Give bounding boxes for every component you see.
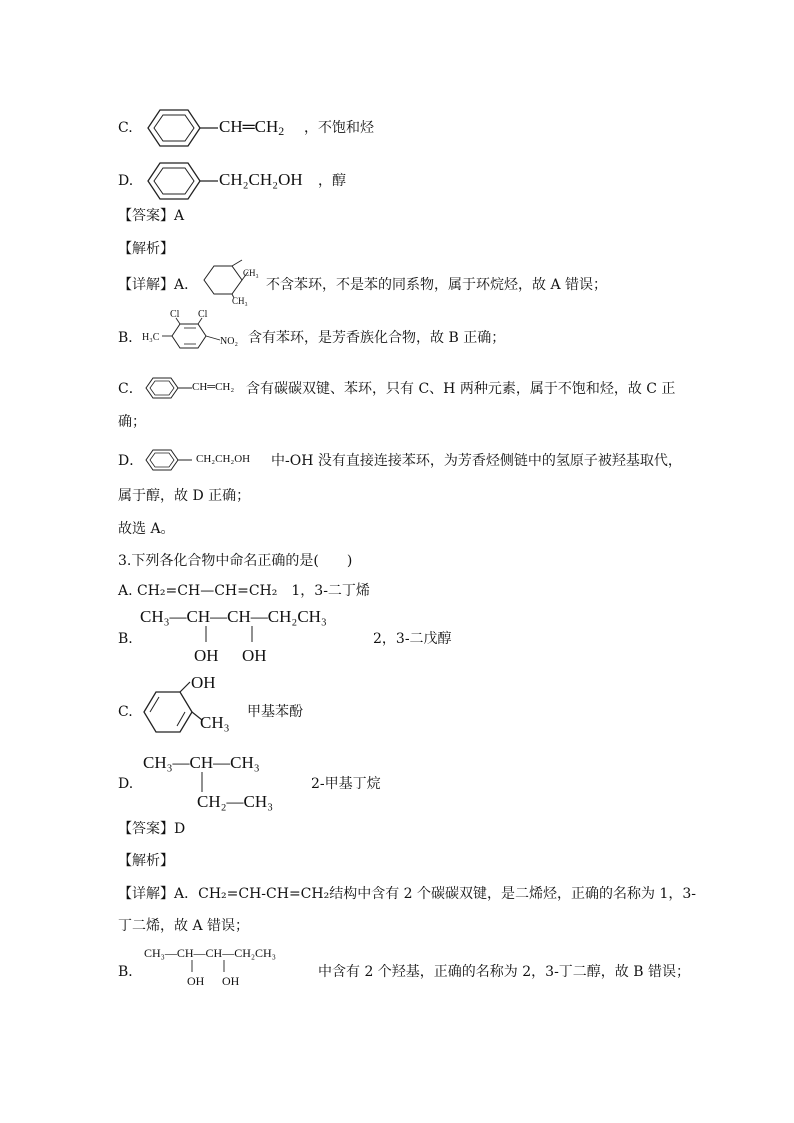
q3-option-b-name: 2，3-二戊醇: [373, 631, 452, 647]
q2-explain-d-formula: CH₂CH₂OH: [196, 453, 251, 465]
ch3-label-top: CH₃: [243, 268, 259, 278]
q2-analysis-heading: 【解析】: [118, 241, 174, 257]
dichloro-nitrotoluene-structure: [140, 309, 250, 358]
q3-option-b-letter: B.: [118, 631, 133, 647]
q2-explain-d-text-2: 属于醇，故 D 正确；: [118, 488, 251, 504]
q2-explain-b-text: 含有苯环，是芳香族化合物，故 B 正确；: [248, 330, 506, 346]
bond-lines-small: [144, 960, 204, 974]
q3-explain-a-line-2: 丁二烯，故 A 错误；: [118, 918, 250, 934]
q3-option-b-oh-1: OH: [194, 646, 219, 665]
q3-option-b-oh-2: OH: [242, 646, 267, 665]
q3-option-b-struct: CH₃—CH—CH—CH₂CH₃: [140, 607, 327, 626]
cl-label-1: Cl: [170, 309, 180, 320]
q3-stem: 3.下列各化合物中命名正确的是( ): [118, 553, 353, 569]
q3-option-a: A. CH₂=CH—CH=CH₂ 1，3-二丁烯: [118, 583, 370, 599]
option-d-letter: D.: [118, 173, 134, 189]
q2-explain-c-text-2: 确；: [118, 414, 146, 430]
q3-explain-a-line-1: 【详解】A．CH₂=CH-CH=CH₂结构中含有 2 个碳碳双键，是二烯烃，正确的名称为 1，3-: [118, 886, 697, 902]
option-c-formula: $CH═CH_2$: [219, 117, 285, 138]
q3-option-d-letter: D.: [118, 776, 134, 792]
q3-explain-b-oh-1: OH: [187, 974, 205, 988]
cl-label-2: Cl: [198, 309, 208, 320]
option-d-tail: ，醇: [318, 173, 346, 189]
q3-analysis-heading: 【解析】: [118, 853, 174, 869]
q3-explain-b-oh-2: OH: [222, 974, 240, 988]
q3-option-d-name: 2-甲基丁烷: [311, 776, 381, 792]
q3-explain-b-text: 中含有 2 个羟基，正确的名称为 2，3-丁二醇，故 B 错误；: [318, 964, 690, 980]
q2-explain-b-prefix: B．: [118, 330, 143, 346]
q2-explain-c-text-1: 含有碳碳双键、苯环，只有 C、H 两种元素，属于不饱和烃，故 C 正: [246, 381, 676, 397]
q2-explain-c-formula: CH═CH₂: [192, 381, 235, 393]
q2-explain-a-prefix: 【详解】A．: [118, 277, 199, 293]
q3-option-c-letter: C.: [118, 704, 133, 720]
h3c-label: H₃C: [142, 332, 160, 343]
q3-option-d-top: CH₃—CH—CH₃: [143, 753, 260, 772]
no2-label: NO₂: [220, 336, 238, 347]
bond-lines: [140, 626, 260, 646]
option-c-letter: C.: [118, 120, 133, 136]
q3-explain-b-prefix: B．: [118, 964, 143, 980]
q2-explain-d-text-1: 中-OH 没有直接连接苯环，为芳香烃侧链中的氢原子被羟基取代，: [271, 453, 682, 469]
q2-explain-d-prefix: D．: [118, 453, 144, 469]
q3-option-c-name: 甲基苯酚: [247, 704, 303, 720]
cyclohexane-structure: [196, 262, 276, 306]
q2-explain-a-text: 不含苯环，不是苯的同系物，属于环烷烃，故 A 错误；: [266, 277, 608, 293]
q2-conclusion: 故选 A。: [118, 521, 175, 537]
q3-answer: 【答案】D: [118, 821, 186, 837]
phenylethanol-small-structure: [144, 448, 204, 472]
bond-line: [198, 772, 208, 792]
option-c-tail: ，不饱和烃: [304, 120, 374, 136]
q3-explain-b-struct: CH₃—CH—CH—CH₂CH₃: [144, 946, 276, 960]
ch3-label-bottom: CH₃: [232, 296, 248, 306]
benzene-ring-icon: [140, 161, 220, 201]
q3-option-c-ch3: CH₃: [200, 713, 230, 732]
q3-option-c-oh: OH: [191, 673, 216, 692]
q2-answer: 【答案】A: [118, 208, 185, 224]
q3-option-d-bottom: CH₂—CH₃: [197, 792, 274, 811]
q2-explain-c-prefix: C．: [118, 381, 143, 397]
benzene-ring-icon: [140, 108, 220, 148]
option-d-formula: CH₂CH₂OH: [219, 170, 303, 189]
